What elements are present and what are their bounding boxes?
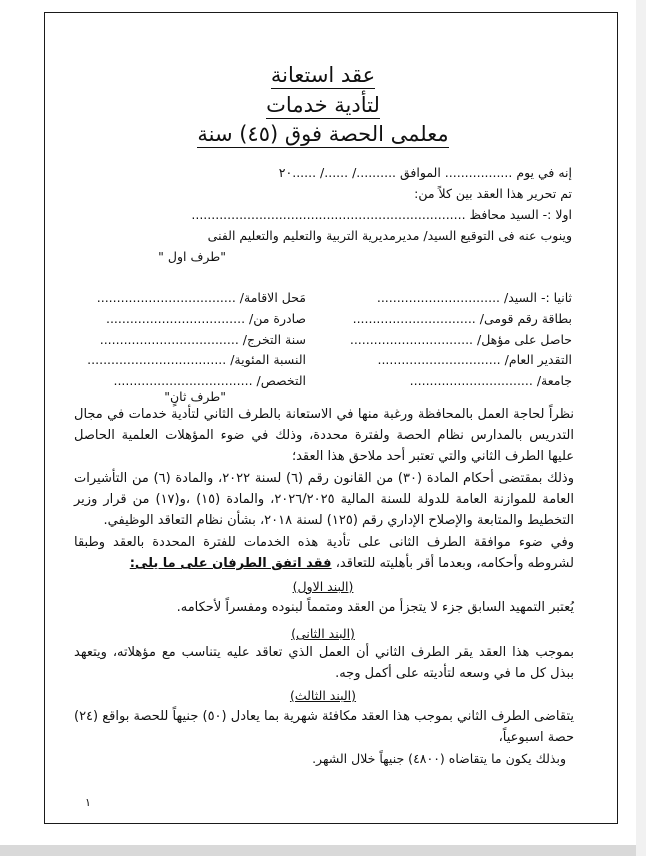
- clause-1-text: يُعتبر التمهيد السابق جزء لا يتجزأ من العقد ومتمماً لبنوده ومفسراً لأحكامه.: [176, 600, 574, 615]
- title-line-2: لتأدية خدمات: [266, 93, 380, 117]
- field-issued-from: صادرة من/ ...................................: [105, 311, 306, 326]
- preamble-paragraph-1: نظراً لحاجة العمل بالمحافظة ورغبة منها في الاستعانة بالطرف الثاني لتأدية خدمات في مجال التدريس بالمدارس نظام الحصة ولفترة محددة، وذلك في ضوء المؤهلات العلمية الحاصل عليها الطرف الثاني والتي تعتبر أحد ملاحق هذا العقد؛: [74, 407, 574, 464]
- page-number: ١: [85, 796, 91, 809]
- clause-2-text: بموجب هذا العقد يقر الطرف الثاني أن العمل الذي تعاقد عليه يتناسب مع مؤهلاته، ويتعهد ببذل كل ما في وسعه لتأديته على أكمل وجه.: [74, 645, 574, 681]
- clause-3-text: يتقاضى الطرف الثاني بموجب هذا العقد مكافئة شهرية بما يعادل (٥٠) جنيهاً للحصة بواقع (٢٤) حصة اسبوعياً،: [74, 709, 574, 745]
- field-percentage: النسبة المئوية/ ...................................: [87, 352, 306, 367]
- clause-2-heading: (البند الثانى): [291, 626, 355, 641]
- clause-3-heading: (البند الثالث): [289, 688, 357, 703]
- field-name: ثانيا :- السيد/ ...............................: [376, 290, 572, 305]
- field-graduation-year: سنة التخرج/ ...................................: [99, 332, 306, 347]
- field-specialization: التخصص/ ...................................: [113, 373, 306, 388]
- field-residence: مَحل الاقامة/ ...................................: [96, 290, 306, 305]
- clause-3-text-2: وبذلك يكون ما يتقاضاه (٤٨٠٠) جنيهاً خلال الشهر.: [312, 751, 566, 766]
- delegation-line: وينوب عنه فى التوقيع السيد/ مديرمديرية التربية والتعليم والتعليم الفنى: [207, 228, 572, 243]
- field-qualification: حاصل على مؤهل/ ...............................: [349, 332, 572, 347]
- agreement-line: تم تحرير هذا العقد بين كلاً من:: [414, 186, 572, 201]
- clause-1-heading: (البند الاول): [292, 579, 354, 594]
- scan-shadow: [0, 845, 646, 856]
- field-grade: التقدير العام/ ...............................: [377, 352, 572, 367]
- field-national-id: بطاقة رقم قومى/ ...............................: [352, 311, 572, 326]
- title-line-1: عقد استعانة: [270, 63, 376, 87]
- second-party-label: "طرف ثانٍ": [164, 389, 226, 404]
- date-line: إنه في يوم ................. الموافق ........../ ....../ ......٢٠: [278, 165, 572, 180]
- preamble-paragraph-2: وذلك بمقتضى أحكام المادة (٣٠) من القانون رقم (٦) لسنة ٢٠٢٢، والمادة (٦) من التأشيرات العامة للموازنة العامة للدولة للسنة المالية ٢٠٢٦/٢٠٢٥، والمادة (١٥) ،و(١٧) من قرار وزير التخطيط والمتابعة والإصلاح الإداري رقم (١٢٥) لسنة ٢٠١٨، بشأن نظام التعاقد الوظيفي.: [74, 471, 574, 528]
- first-party-line: اولا :- السيد محافظ .....................................................................: [191, 207, 572, 222]
- agreement-statement: فقد اتفق الطرفان على ما يلى:: [129, 556, 332, 571]
- preamble-paragraph-3: وفي ضوء موافقة الطرف الثانى على تأدية هذه الخدمات للفترة المحددة بالعقد وطبقا لشروطه وأحكامه، وبعدما أقر بأهليته للتعاقد، فقد اتفق الطرفان على ما يلى:: [74, 535, 574, 571]
- title-line-3: معلمى الحصة فوق (٤٥) سنة: [197, 122, 449, 146]
- field-university: جامعة/ ...............................: [409, 373, 572, 388]
- first-party-label: "طرف اول ": [158, 249, 226, 264]
